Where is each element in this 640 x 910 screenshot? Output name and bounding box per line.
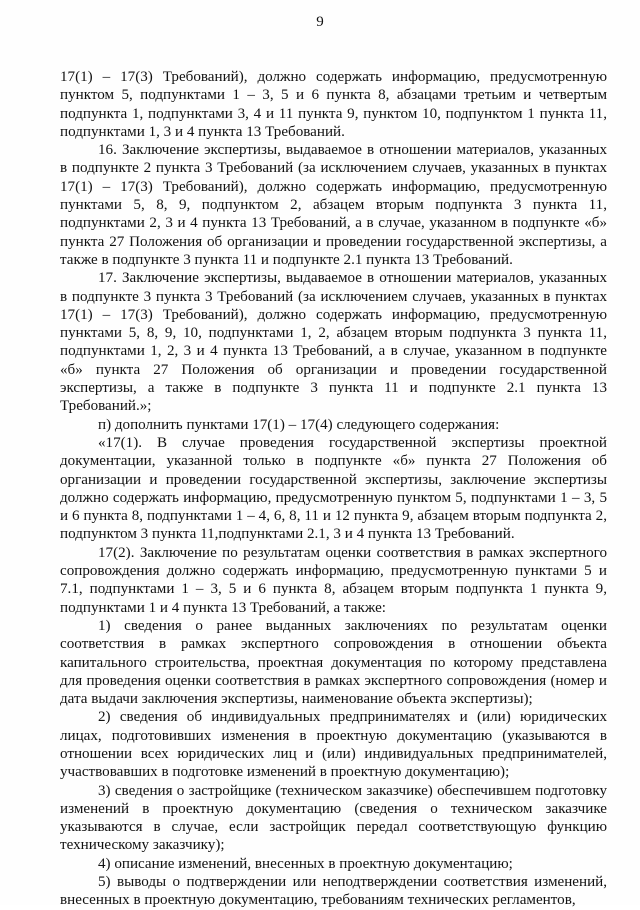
- page-number: 9: [316, 14, 324, 30]
- document-body: [60, 68, 607, 910]
- list-item-1: 1) сведения о ранее выданных заключениях по результатам оценки соответствия в рамках экспертного сопровождения в отношении объекта капитального строительства, проектная документация по которому представлена для проведения оценки соответствия в рамках экспертного сопровождения (номер и дата выдачи заключения экспертизы, наименование объекта экспертизы);: [60, 617, 607, 708]
- paragraph-item-17: 17. Заключение экспертизы, выдаваемое в отношении материалов, указанных в подпункте 3 пункта 3 Требований (за исключением случаев, указанных в пунктах 17(1) – 17(3) Требований), должно содержать информацию, предусмотренную пунктами 5, 8, 9, 10, подпунктами 1, 2, абзацем вторым подпункта 3 пункта 11, подпунктами 1, 2, 3 и 4 пункта 13 Требований, а в случае, указанном в подпункте «б» пункта 27 Положения об организации и проведении государственной экспертизы, а также в подпункте 3 пункта 11 и подпункте 2.1 пункта 13 Требований.»;: [60, 270, 607, 415]
- list-item-2: 2) сведения об индивидуальных предпринимателях и (или) юридических лицах, подготовивших изменения в проектную документацию (указываются в отношении всех юридических лиц и (или) индивидуальных предпринимателей, участвовавших в подготовке изменений в проектную документацию);: [60, 709, 607, 781]
- paragraph-item-17-1: «17(1). В случае проведения государственной экспертизы проектной документации, указанной только в подпункте «б» пункта 27 Положения об организации и проведении государственной экспертизы, заключение экспертизы должно содержать информацию, предусмотренную пунктом 5, подпунктами 1 – 3, 5 и 6 пункта 8, подпунктами 1 – 4, 6, 8, 11 и 12 пункта 9, абзацем вторым подпункта 2, подпунктом 3 пункта 11,подпунктами 2.1, 3 и 4 пункта 13 Требований.: [60, 434, 607, 543]
- list-item-4: 4) описание изменений, внесенных в проектную документацию;: [98, 855, 513, 872]
- paragraph-item-p: п) дополнить пунктами 17(1) – 17(4) следующего содержания:: [98, 416, 500, 433]
- paragraph-continuation: 17(1) – 17(3) Требований), должно содержать информацию, предусмотренную пунктом 5, подпунктами 1 – 3, 5 и 6 пункта 8, абзацами третьим и четвертым подпункта 1, подпунктами 3, 4 и 11 пункта 9, пунктом 10, подпунктом 1 пункта 11, подпунктами 1, 3 и 4 пункта 13 Требований.: [60, 69, 607, 140]
- list-item-5: 5) выводы о подтверждении или неподтверждении соответствия изменений, внесенных в проектную документацию, требованиям технических регламентов,: [60, 874, 607, 909]
- list-item-3: 3) сведения о застройщике (техническом заказчике) обеспечившем подготовку изменений в проектную документацию (сведения о техническом заказчике указываются в случае, если застройщик передал соответствующую функцию техническому заказчику);: [60, 782, 607, 854]
- paragraph-item-17-2: 17(2). Заключение по результатам оценки соответствия в рамках экспертного сопровождения должно содержать информацию, предусмотренную пунктами 5 и 7.1, подпунктами 1 – 3, 5 и 6 пункта 8, абзацем вторым подпункта 1 пункта 9, подпунктами 1 и 4 пункта 13 Требований, а также:: [60, 544, 607, 616]
- paragraph-item-16: 16. Заключение экспертизы, выдаваемое в отношении материалов, указанных в подпункте 2 пункта 3 Требований (за исключением случаев, указанных в пунктах 17(1) – 17(3) Требований), должно содержать информацию, предусмотренную пунктами 5, 8, 9, подпунктом 2, абзацем вторым подпункта 3 пункта 11, подпунктами 2, 3 и 4 пункта 13 Требований, а в случае, указанном в подпункте «б» пункта 27 Положения об организации и проведении государственной экспертизы, а также в подпункте 3 пункта 11 и подпункте 2.1 пункта 13 Требований.: [60, 142, 607, 268]
